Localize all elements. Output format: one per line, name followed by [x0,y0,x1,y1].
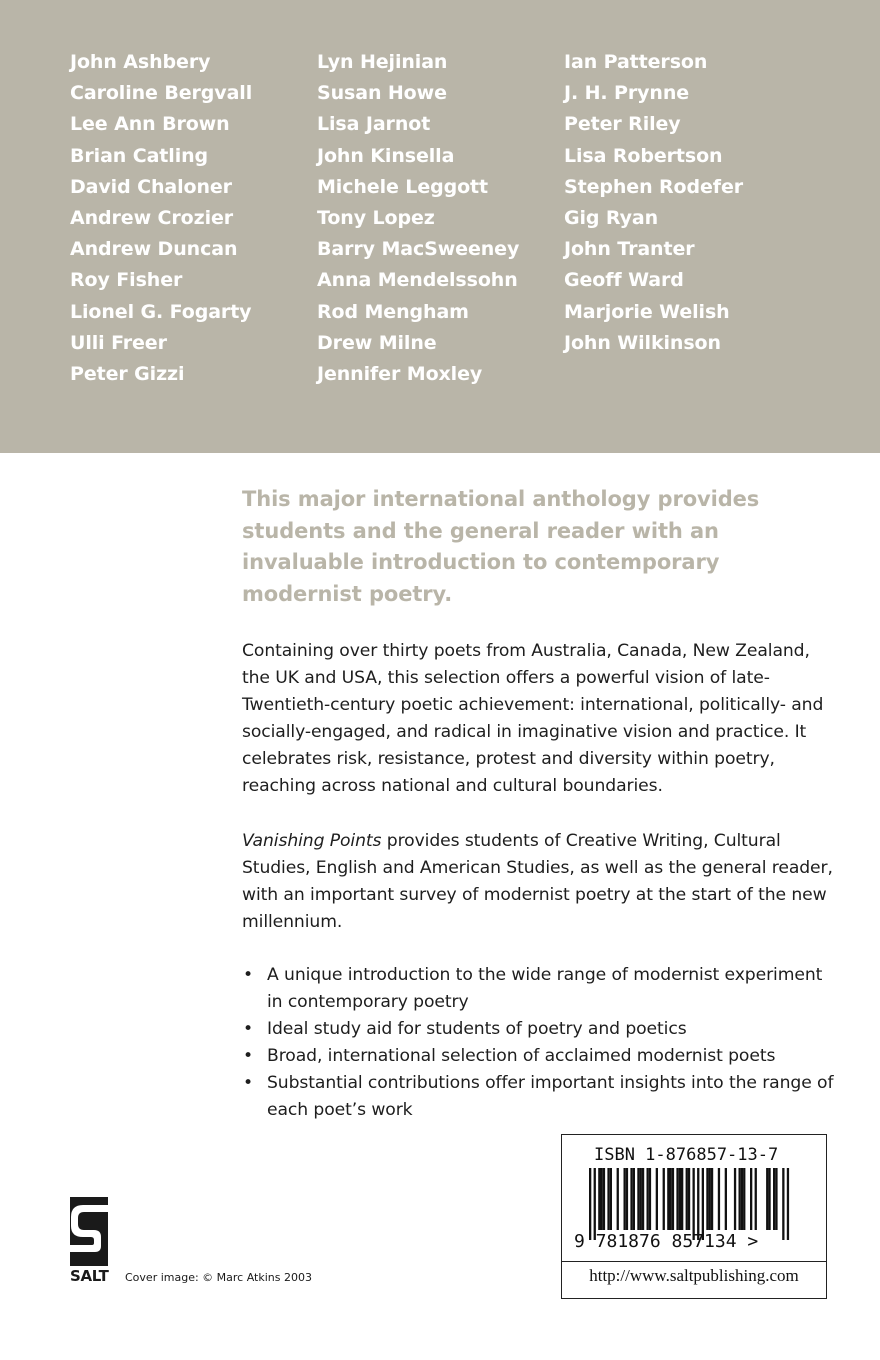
list-item-text: Ideal study aid for students of poetry and poetics [267,1019,687,1039]
poet-name: Ulli Freer [70,331,167,354]
poet-name: Lisa Jarnot [317,113,431,136]
barcode-bar [773,1168,775,1230]
list-item-text: Broad, international selection of acclaimed modernist poets [267,1046,776,1066]
audience-text: provides students of Creative Writing, Cultural Studies, English and American Studies, as well as the general reader, with an important survey of modernist poetry at the start of the new millennium. [242,831,833,932]
barcode-bar [676,1168,678,1230]
barcode-bar [630,1168,632,1230]
barcode-bar [647,1168,649,1230]
barcode-bar [603,1168,605,1230]
poet-name: Ian Patterson [564,51,708,73]
barcode [574,1168,814,1240]
barcode-bar [642,1168,644,1230]
poet-list-column-1 [70,47,252,390]
book-title: Vanishing Points [242,831,382,851]
barcode-bar [607,1168,609,1230]
barcode-bar [718,1168,720,1230]
poet-name: John Ashbery [70,51,211,73]
list-item [242,962,842,1016]
barcode-bar [626,1168,628,1230]
list-item [242,1070,842,1124]
barcode-bar [709,1168,711,1230]
poet-name: Peter Riley [564,113,681,136]
audience-paragraph [242,828,842,936]
barcode-bar [766,1168,768,1230]
divider [562,1261,826,1262]
barcode-bar [672,1168,674,1230]
poet-name: Geoff Ward [564,269,684,292]
barcode-bar [734,1168,736,1230]
barcode-bar [741,1168,743,1230]
poet-name: John Wilkinson [564,331,721,354]
salt-logo [70,1197,108,1287]
poet-name: Lisa Robertson [564,144,723,167]
poet-name: Stephen Rodefer [564,175,744,198]
barcode-bar [702,1168,704,1240]
poet-name: Roy Fisher [70,269,183,292]
list-item [242,1043,842,1070]
poet-name: Barry MacSweeney [317,238,520,261]
list-item-text: Substantial contributions offer important insights into the range of each poet’s work [267,1073,834,1120]
barcode-bar [637,1168,639,1230]
barcode-bar [787,1168,789,1240]
barcode-bar [649,1168,651,1230]
poet-list-column-2 [317,47,519,390]
list-item [242,1016,842,1043]
salt-logo-text: SALT [70,1267,109,1285]
poet-name: Drew Milne [317,331,437,354]
lead-statement: This major international anthology provides students and the general reader with an invaluable introduction to contemporary modernist poetry. [242,487,760,606]
list-item-text: A unique introduction to the wide range of modernist experiment in contemporary poetry [267,965,823,1012]
barcode-bar [681,1168,683,1230]
poet-name: Peter Gizzi [70,363,185,386]
barcode-bar [656,1168,658,1230]
barcode-bar [633,1168,635,1230]
barcode-bar [755,1168,757,1230]
barcode-bar [679,1168,681,1230]
barcode-bar [667,1168,669,1230]
poet-name: Brian Catling [70,144,209,167]
publisher-url[interactable]: http://www.saltpublishing.com [589,1266,799,1285]
poet-name: John Tranter [564,238,695,261]
poet-name: Michele Leggott [317,175,489,198]
bullet-icon: • [243,965,254,985]
barcode-bar [610,1168,612,1230]
poet-name: Gig Ryan [564,207,659,230]
description-paragraph: Containing over thirty poets from Australia, Canada, New Zealand, the UK and USA, this selection offers a powerful vision of late-Twentieth-century poetic achievement: international, politically- and socially-engaged, and radical in imaginative vision and practice. It celebrates risk, resistance, protest and diversity within poetry, reaching across national and cultural boundaries. [242,641,824,796]
barcode-bar [624,1168,626,1230]
poet-name: Tony Lopez [317,207,435,230]
poet-name: Jennifer Moxley [317,363,483,386]
barcode-bar [601,1168,603,1230]
poet-name: Marjorie Welish [564,300,730,323]
poet-name: Caroline Bergvall [70,82,253,105]
barcode-digits: 9 781876 857134 > [574,1231,759,1252]
poet-list-column-3 [564,47,743,359]
poet-name: Lee Ann Brown [70,113,230,136]
poet-name: David Chaloner [70,175,232,198]
barcode-bar [663,1168,665,1230]
barcode-bar [686,1168,688,1230]
poet-name: J. H. Prynne [564,82,690,105]
barcode-bar [706,1168,708,1230]
cover-credit: Cover image: © Marc Atkins 2003 [125,1271,312,1284]
barcode-bar [598,1168,600,1230]
barcode-bar [782,1168,784,1240]
barcode-bar [693,1168,695,1240]
bullet-icon: • [243,1019,254,1039]
barcode-bar [617,1168,619,1230]
barcode-bar [670,1168,672,1230]
barcode-bar [697,1168,699,1240]
poet-name: John Kinsella [317,144,455,167]
barcode-bar [725,1168,727,1230]
feature-list [242,962,842,1124]
isbn-label: ISBN 1-876857-13-7 [594,1145,779,1165]
barcode-bar [768,1168,770,1230]
bullet-icon: • [243,1046,254,1066]
blurb [242,484,842,1124]
barcode-bar [750,1168,752,1230]
barcode-bar [739,1168,741,1230]
barcode-bar [775,1168,777,1230]
isbn-barcode-box [561,1134,827,1299]
poet-name: Andrew Crozier [70,207,234,230]
poet-name: Lyn Hejinian [317,51,448,73]
s-icon [70,1197,108,1266]
barcode-bar [688,1168,690,1230]
poet-name: Lionel G. Fogarty [70,300,252,323]
bullet-icon: • [243,1073,254,1093]
barcode-bar [589,1168,591,1240]
poet-name: Rod Mengham [317,300,469,323]
poet-name: Andrew Duncan [70,238,238,261]
poet-name: Susan Howe [317,82,447,105]
poets-band [0,0,880,453]
barcode-bar [711,1168,713,1230]
barcode-bar [594,1168,596,1240]
barcode-bar [743,1168,745,1230]
barcode-bar [640,1168,642,1230]
salt-logo-mark [70,1197,108,1266]
poet-name: Anna Mendelssohn [317,269,518,292]
